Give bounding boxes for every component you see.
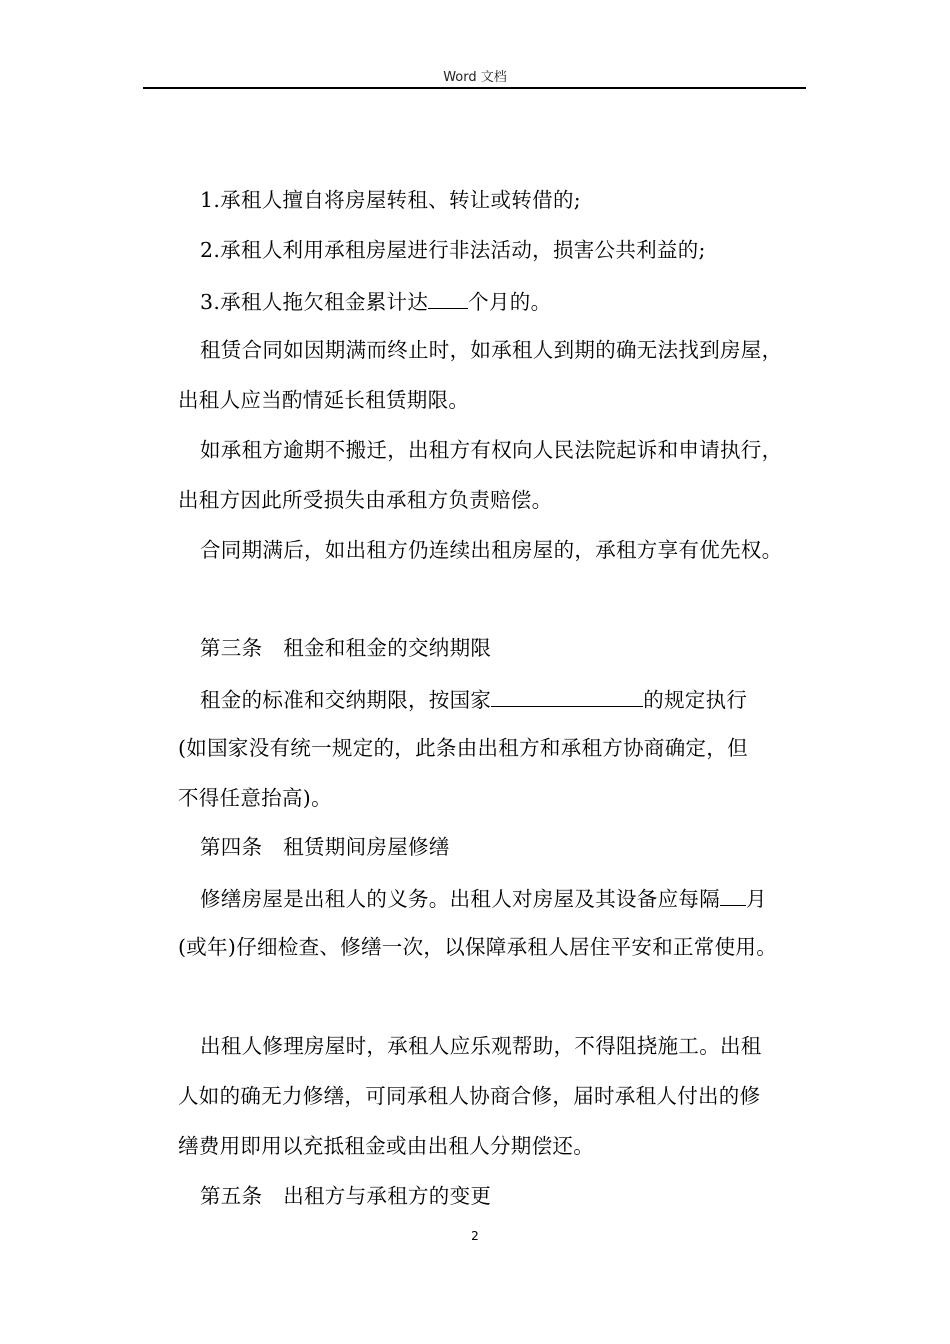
rent-text-a: 租金的标准和交纳期限，按国家 bbox=[200, 688, 492, 712]
blank-months bbox=[428, 286, 468, 309]
paragraph-line: 不得任意抬高)。 bbox=[178, 786, 332, 810]
paragraph-line: 出租方因此所受损失由承租方负责赔偿。 bbox=[178, 488, 553, 512]
repair-text-b: 月 bbox=[746, 887, 767, 911]
paragraph-line: (如国家没有统一规定的，此条由出租方和承租方协商确定，但 bbox=[178, 736, 748, 760]
paragraph-line: 出租人应当酌情延长租赁期限。 bbox=[178, 388, 470, 412]
blank-interval bbox=[720, 883, 746, 906]
paragraph-line: 出租人修理房屋时，承租人应乐观帮助，不得阻挠施工。出租 bbox=[200, 1034, 762, 1058]
clause-item-2: 2.承租人利用承租房屋进行非法活动，损害公共利益的; bbox=[200, 238, 706, 262]
paragraph-line: 人如的确无力修缮，可同承租人协商合修，届时承租人付出的修 bbox=[178, 1084, 761, 1108]
paragraph-line: 租赁合同如因期满而终止时，如承租人到期的确无法找到房屋， bbox=[200, 338, 783, 362]
clause-item-3 bbox=[200, 286, 551, 316]
paragraph-line: 如承租方逾期不搬迁，出租方有权向人民法院起诉和申请执行， bbox=[200, 438, 783, 462]
header-divider bbox=[143, 87, 806, 89]
paragraph-line: (或年)仔细检查、修缮一次，以保障承租人居住平安和正常使用。 bbox=[178, 935, 777, 959]
page-number: 2 bbox=[471, 1229, 479, 1243]
paragraph-line: 缮费用即用以充抵租金或由出租人分期偿还。 bbox=[178, 1134, 594, 1158]
article-5-heading: 第五条 出租方与承租方的变更 bbox=[200, 1184, 492, 1208]
repair-text-a: 修缮房屋是出租人的义务。出租人对房屋及其设备应每隔 bbox=[200, 887, 720, 911]
page-header: Word 文档 bbox=[443, 70, 507, 85]
clause-item-3-text-b: 个月的。 bbox=[468, 290, 552, 314]
article-4-heading: 第四条 租赁期间房屋修缮 bbox=[200, 835, 450, 859]
clause-item-3-text-a: 3.承租人拖欠租金累计达 bbox=[200, 290, 429, 314]
paragraph-line bbox=[200, 684, 747, 714]
article-3-heading: 第三条 租金和租金的交纳期限 bbox=[200, 636, 492, 660]
paragraph-line: 合同期满后，如出租方仍连续出租房屋的，承租方享有优先权。 bbox=[200, 538, 783, 562]
paragraph-line bbox=[200, 883, 767, 913]
clause-item-1: 1.承租人擅自将房屋转租、转让或转借的; bbox=[200, 188, 581, 212]
blank-regulation bbox=[491, 684, 643, 707]
rent-text-b: 的规定执行 bbox=[643, 688, 748, 712]
